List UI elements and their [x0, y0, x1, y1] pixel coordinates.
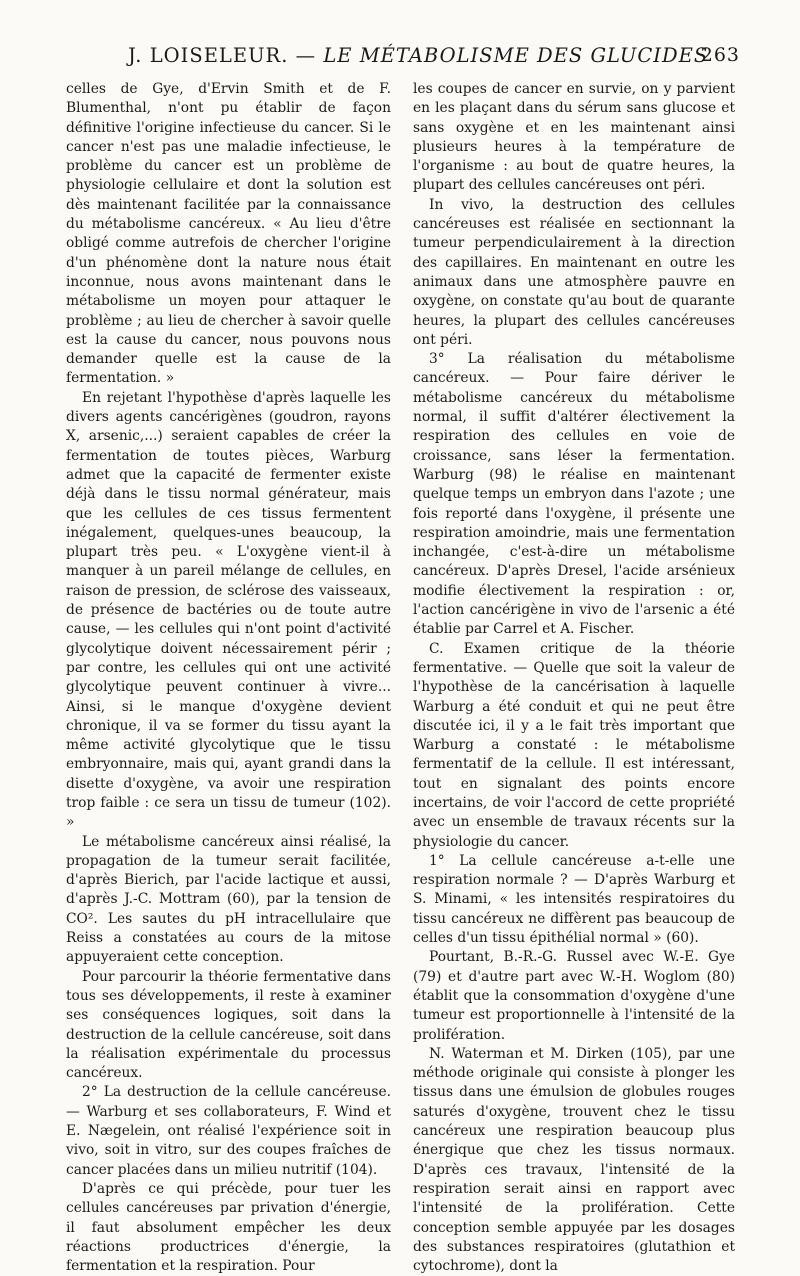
running-header	[128, 44, 740, 74]
page-number: 263	[700, 44, 740, 66]
section-heading-paragraph: 3° La réalisation du métabolisme cancéreux. — Pour faire dériver le métabolisme cancéreux du métabolisme normal, il suffit d'altérer électivement la respiration des cellules en voie de croissance, sans léser la fermentation. Warburg (98) le réalise en maintenant quelque temps un embryon dans l'azote ; une fois reporté dans l'oxygène, il présente une respiration amoindrie, mais une fermentation inchangée, c'est-à-dire un métabolisme cancéreux. D'après Dresel, l'acide arsénieux modifie électivement la respiration : or, l'action cancérigène in vivo de l'arsenic a été établie par Carrel et A. Fischer.	[413, 351, 735, 638]
section-heading-paragraph: C. Examen critique de la théorie fermentative. — Quelle que soit la valeur de l'hypothèse de la cancérisation à laquelle Warburg a été conduit et qui ne peut être discutée ici, il y a le fait très important que Warburg a constaté : le métabolisme fermentatif de la cellule. Il est intéressant, tout en signalant des points encore incertains, de voir l'accord de cette propriété avec un ensemble de travaux récents sur la physiologie du cancer.	[413, 640, 735, 850]
left-column	[66, 80, 391, 1276]
section-heading-paragraph: 1° La cellule cancéreuse a-t-elle une respiration normale ? — D'après Warburg et S. Minami, « les intensités respiratoires du tissu cancéreux ne diffèrent pas beaucoup de celles d'un tissu épithélial normal » (60).	[413, 852, 735, 947]
header-author: J. LOISELEUR. —	[128, 44, 324, 67]
paragraph: les coupes de cancer en survie, on y parvient en les plaçant dans du sérum sans glucose et sans oxygène et en les maintenant ainsi plusieurs heures à la température de l'organisme : au bout de quatre heures, la plupart des cellules cancéreuses ont péri.	[413, 81, 735, 194]
paragraph: D'après ce qui précède, pour tuer les cellules cancéreuses par privation d'énergie, il faut absolument empêcher les deux réactions productrices d'énergie, la fermentation et la respiration. Pour	[66, 1180, 391, 1275]
paragraph: En rejetant l'hypothèse d'après laquelle les divers agents cancérigènes (goudron, rayons X, arsenic,...) seraient capables de créer la fermentation de toutes pièces, Warburg admet que la capacité de fermenter existe déjà dans le tissu normal générateur, mais que les cellules de ces tissus fermentent inégalement, quelques-unes beaucoup, la plupart très peu. « L'oxygène vient-il à manquer à un pareil mélange de cellules, en raison de pression, de sclérose des vaisseaux, de présence de bactéries ou de toute autre cause, — les cellules qui n'ont point d'activité glycolytique doivent nécessairement périr ; par contre, les cellules qui ont une activité glycolytique peuvent continuer à vivre... Ainsi, si le manque d'oxygène devient chronique, il va se former du tissu ayant la même activité glycolytique que le tissu embryonnaire, mais qui, ayant grandi dans la disette d'oxygène, va avoir une respiration trop faible : ce sera un tissu de tumeur (102). »	[66, 389, 391, 831]
section-heading-paragraph: 2° La destruction de la cellule cancéreuse. — Warburg et ses collaborateurs, F. Wind et E. Nægelein, ont réalisé l'expérience soit in vivo, soit in vitro, sur des coupes fraîches de cancer placées dans un milieu nutritif (104).	[66, 1084, 391, 1178]
paragraph: celles de Gye, d'Ervin Smith et de F. Blumenthal, n'ont pu établir de façon définitive l'origine infectieuse du cancer. Si le cancer n'est pas une maladie infectieuse, le problème du cancer est un problème de physiologie cellulaire et dont la solution est dès maintenant facilitée par la connaissance du métabolisme cancéreux. « Au lieu d'être obligé comme autrefois de chercher l'origine d'un phénomène dont la nature nous était inconnue, nous avons maintenant dans le métabolisme un moyen pour attaquer le problème ; au lieu de chercher à savoir quelle est la cause du cancer, nous pouvons nous demander quelle est la cause de la fermentation. »	[66, 81, 391, 387]
paragraph: Pour parcourir la théorie fermentative dans tous ses développements, il reste à examiner ses conséquences logiques, soit dans la destruction de la cellule cancéreuse, soit dans la réalisation expérimentale du processus cancéreux.	[66, 968, 391, 1082]
paragraph: Le métabolisme cancéreux ainsi réalisé, la propagation de la tumeur serait facilitée, d'après Bierich, par l'acide lactique et aussi, d'après J.-C. Mottram (60), par la tension de CO². Les sautes du pH intracellulaire que Reiss a constatées au cours de la mitose appuyeraient cette conception.	[66, 833, 391, 966]
paragraph: In vivo, la destruction des cellules cancéreuses est réalisée en sectionnant la tumeur perpendiculairement à la direction des capillaires. En maintenant en outre les animaux dans une atmosphère pauvre en oxygène, on constate qu'au bout de quarante heures, la plupart des cellules cancéreuses ont péri.	[413, 196, 735, 348]
right-column	[413, 80, 735, 1276]
paragraph: Pourtant, B.-R.-G. Russel avec W.-E. Gye (79) et d'autre part avec W.-H. Woglom (80) établit que la consommation d'oxygène d'une tumeur est proportionnelle à l'intensité de la prolifération.	[413, 949, 735, 1043]
header-author-title	[128, 44, 708, 67]
paragraph: N. Waterman et M. Dirken (105), par une méthode originale qui consiste à plonger les tissus dans une émulsion de globules rouges saturés d'oxygène, trouvent chez le tissu cancéreux une respiration beaucoup plus énergique que chez les tissus normaux. D'après ces travaux, l'intensité de la respiration serait ainsi en rapport avec l'intensité de la prolifération. Cette conception semble appuyée par les dosages des substances respiratoires (glutathion et cytochrome), dont la	[413, 1045, 735, 1275]
header-title: LE MÉTABOLISME DES GLUCIDES	[323, 44, 709, 67]
